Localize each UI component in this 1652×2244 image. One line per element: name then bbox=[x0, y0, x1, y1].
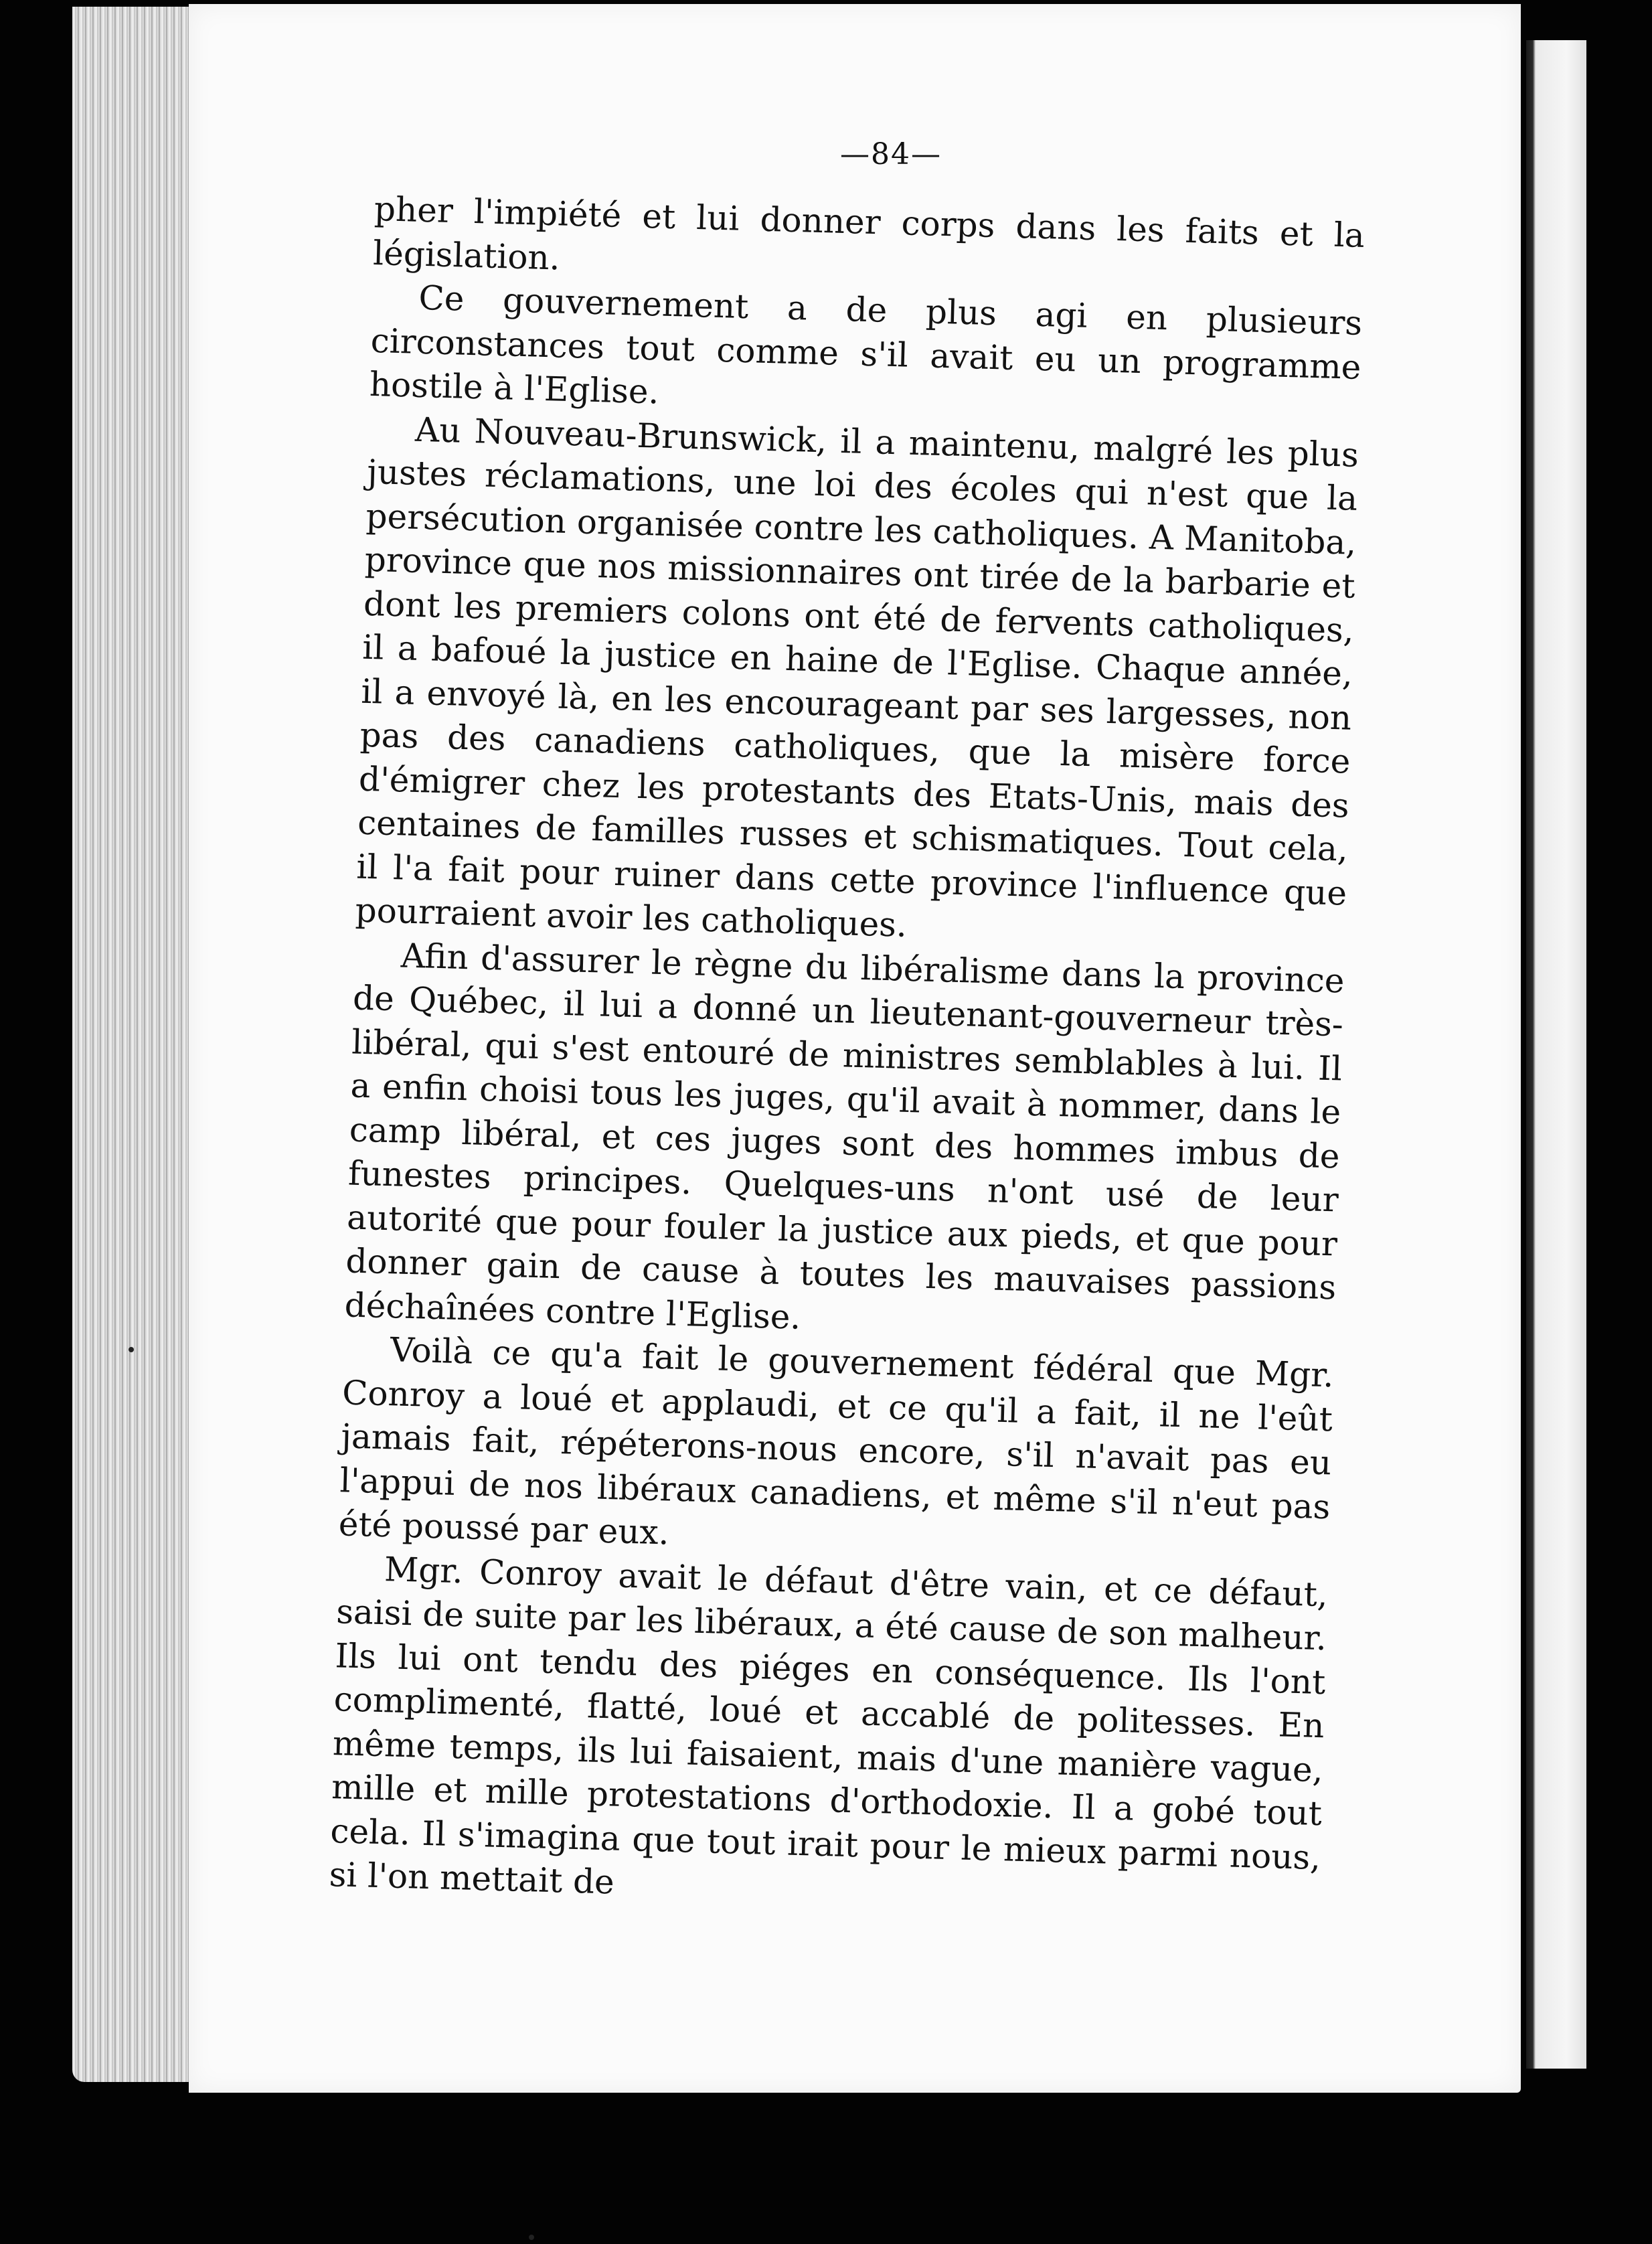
margin-speck bbox=[129, 1347, 134, 1352]
facing-page-edge bbox=[1526, 40, 1586, 2069]
page-number: —84— bbox=[840, 137, 942, 171]
paragraph-6: Mgr. Conroy avait le défaut d'être vain, et ce défaut, saisi de suite par les libéraux, a été cause de son malheur. Ils lui ont tendu des piéges en conséquence. Ils l'ont complimenté, flatté, loué et accablé de politesses. En même temps, ils lui faisaient, mais d'une manière vague, mille et mille protestations d'orthodoxie. Il a gobé tout cela. Il s'imagina que tout irait pour le mieux parmi nous, si l'on mettait de bbox=[329, 1549, 1329, 1902]
page-body bbox=[329, 187, 1366, 1924]
paragraph-5: Voilà ce qu'a fait le gouvernement fédéral que Mgr. Conroy a loué et applaudi, et ce qu'il a fait, il ne l'eût jamais fait, répéterons-nous encore, s'il n'avait pas eu l'appui de nos libéraux canadiens, et même s'il n'eut pas été poussé par eux. bbox=[338, 1330, 1335, 1552]
paragraph-1: pher l'impiété et lui donner corps dans les faits et la législation. bbox=[372, 189, 1366, 278]
paragraph-2: Ce gouvernement a de plus agi en plusieurs circonstances tout comme s'il avait eu un programme hostile à l'Eglise. bbox=[369, 278, 1363, 412]
margin-speck bbox=[529, 2235, 534, 2240]
book-page-edges bbox=[72, 7, 193, 2082]
paragraph-3: Au Nouveau-Brunswick, il a maintenu, malgré les plus justes réclamations, une loi des écoles qui n'est que la persécution organisée contre les catholiques. A Manitoba, province que nos missionnaires ont tirée de la barbarie et dont les premiers colons ont été de fervents catholiques, il a bafoué la justice en haine de l'Eglise. Chaque année, il a envoyé là, en les encourageant par ses largesses, non pas des canadiens catholiques, que la misère force d'émigrer chez les protestants des Etats-Unis, mais des centaines de familles russes et schismatiques. Tout cela, il l'a fait pour ruiner dans cette province l'influence que pourraient avoir les catholiques. bbox=[355, 410, 1359, 945]
paragraph-4: Afin d'assurer le règne du libéralisme dans la province de Québec, il lui a donné un lieutenant-gouverneur très-libéral, qui s'est entouré de ministres semblables à lui. Il a enfin choisi tous les juges, qu'il avait à nommer, dans le camp libéral, et ces juges sont des hommes imbus de funestes principes. Quelques-uns n'ont usé de leur autorité que pour fouler la justice aux pieds, et que pour donner gain de cause à toutes les mauvaises passions déchaînées contre l'Eglise. bbox=[344, 935, 1345, 1337]
